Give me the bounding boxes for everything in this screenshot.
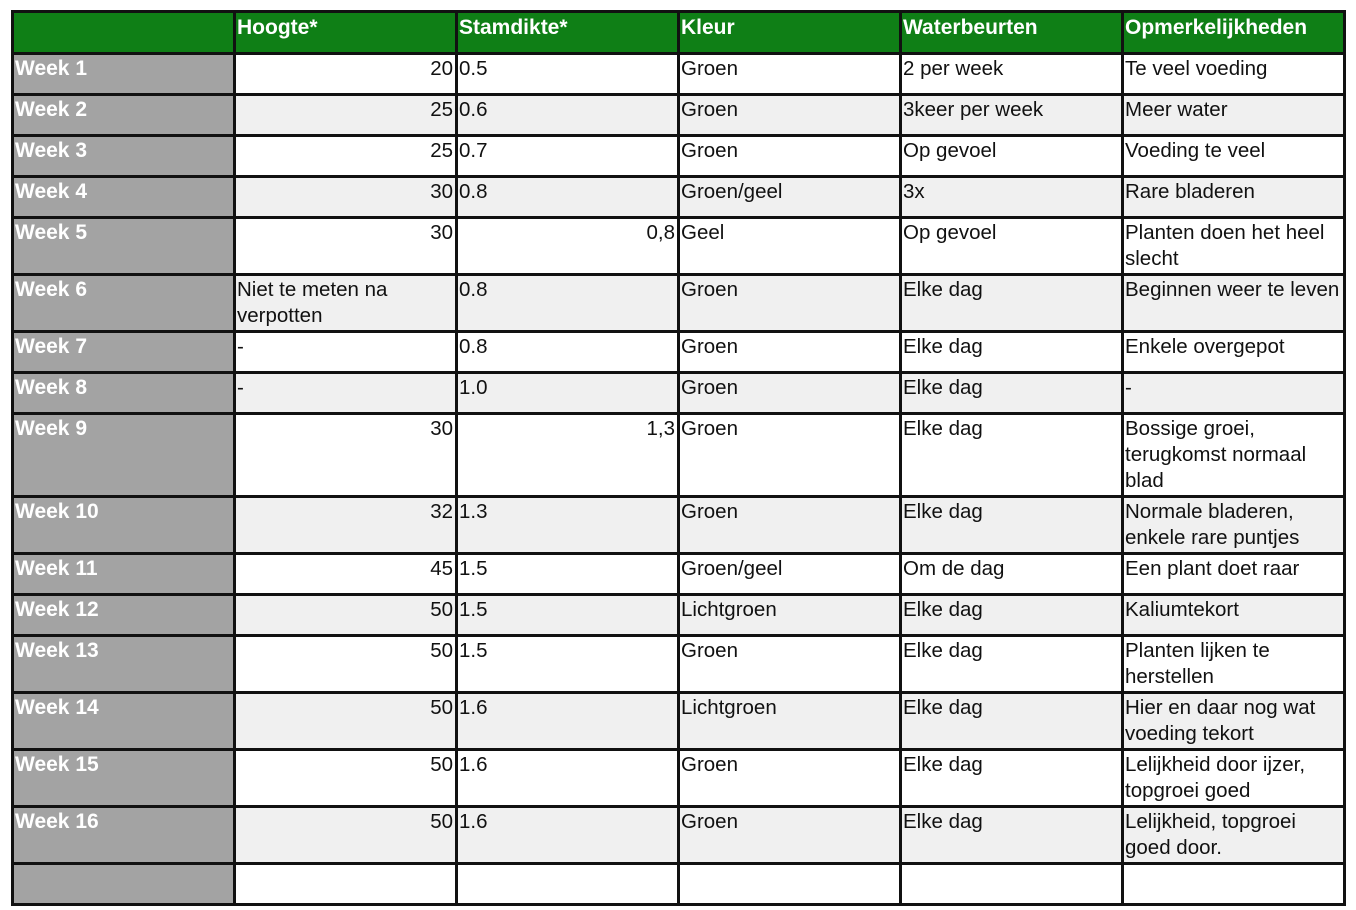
kleur-cell[interactable]: Lichtgroen <box>679 595 901 636</box>
table-row <box>13 136 1345 177</box>
waterbeurten-cell[interactable]: 2 per week <box>901 54 1123 95</box>
opmerkelijkheden-cell[interactable]: Normale bladeren, enkele rare puntjes <box>1123 497 1345 554</box>
opmerkelijkheden-cell[interactable]: Hier en daar nog wat voeding tekort <box>1123 693 1345 750</box>
kleur-cell[interactable]: Groen <box>679 54 901 95</box>
kleur-cell[interactable]: Groen <box>679 497 901 554</box>
week-cell[interactable]: Week 5 <box>13 218 235 275</box>
table-row <box>13 750 1345 807</box>
waterbeurten-cell[interactable]: Elke dag <box>901 595 1123 636</box>
hoogte-cell[interactable]: 45 <box>235 554 457 595</box>
week-cell[interactable]: Week 4 <box>13 177 235 218</box>
stamdikte-cell[interactable]: 1.5 <box>457 554 679 595</box>
week-cell[interactable]: Week 8 <box>13 373 235 414</box>
stamdikte-cell[interactable]: 1.6 <box>457 750 679 807</box>
opmerkelijkheden-cell[interactable]: Beginnen weer te leven <box>1123 275 1345 332</box>
waterbeurten-cell[interactable]: Elke dag <box>901 414 1123 497</box>
waterbeurten-cell[interactable]: 3x <box>901 177 1123 218</box>
hoogte-cell[interactable]: 25 <box>235 95 457 136</box>
stamdikte-cell[interactable]: 0.7 <box>457 136 679 177</box>
stamdikte-cell[interactable]: 1.0 <box>457 373 679 414</box>
stamdikte-cell[interactable]: 0.6 <box>457 95 679 136</box>
kleur-cell[interactable]: Groen <box>679 332 901 373</box>
stamdikte-cell[interactable]: 1.5 <box>457 595 679 636</box>
week-cell[interactable]: Week 11 <box>13 554 235 595</box>
hoogte-cell[interactable]: 50 <box>235 693 457 750</box>
hoogte-cell[interactable]: 30 <box>235 177 457 218</box>
opmerkelijkheden-cell[interactable]: Lelijkheid, topgroei goed door. <box>1123 807 1345 864</box>
table-row <box>13 414 1345 497</box>
stamdikte-cell[interactable] <box>457 864 679 905</box>
table-row <box>13 332 1345 373</box>
opmerkelijkheden-cell[interactable]: Lelijkheid door ijzer, topgroei goed <box>1123 750 1345 807</box>
table-row <box>13 54 1345 95</box>
kleur-cell[interactable]: Geel <box>679 218 901 275</box>
hoogte-cell[interactable]: 50 <box>235 636 457 693</box>
table-row <box>13 373 1345 414</box>
kleur-cell[interactable]: Groen <box>679 136 901 177</box>
table-row <box>13 595 1345 636</box>
stamdikte-cell[interactable]: 0.8 <box>457 177 679 218</box>
table-row <box>13 497 1345 554</box>
week-cell[interactable] <box>13 864 235 905</box>
hoogte-cell[interactable]: 50 <box>235 595 457 636</box>
table-row <box>13 554 1345 595</box>
kleur-cell[interactable]: Groen <box>679 95 901 136</box>
week-cell[interactable]: Week 10 <box>13 497 235 554</box>
header-cell-waterbeurten[interactable]: Waterbeurten <box>901 12 1123 54</box>
hoogte-cell[interactable]: 20 <box>235 54 457 95</box>
table-row <box>13 95 1345 136</box>
waterbeurten-cell[interactable]: 3keer per week <box>901 95 1123 136</box>
hoogte-cell[interactable]: - <box>235 332 457 373</box>
opmerkelijkheden-cell[interactable]: Kaliumtekort <box>1123 595 1345 636</box>
hoogte-cell[interactable]: 50 <box>235 807 457 864</box>
opmerkelijkheden-cell[interactable]: Rare bladeren <box>1123 177 1345 218</box>
hoogte-cell[interactable] <box>235 864 457 905</box>
stamdikte-cell[interactable]: 1,3 <box>457 414 679 497</box>
opmerkelijkheden-cell[interactable]: Enkele overgepot <box>1123 332 1345 373</box>
waterbeurten-cell[interactable]: Elke dag <box>901 332 1123 373</box>
waterbeurten-cell[interactable]: Elke dag <box>901 636 1123 693</box>
waterbeurten-cell[interactable]: Om de dag <box>901 554 1123 595</box>
hoogte-cell[interactable]: 50 <box>235 750 457 807</box>
hoogte-cell[interactable]: Niet te meten na verpotten <box>235 275 457 332</box>
waterbeurten-cell[interactable]: Op gevoel <box>901 218 1123 275</box>
week-cell[interactable]: Week 12 <box>13 595 235 636</box>
waterbeurten-cell[interactable]: Elke dag <box>901 373 1123 414</box>
header-cell-week[interactable] <box>13 12 235 54</box>
stamdikte-cell[interactable]: 0.8 <box>457 275 679 332</box>
opmerkelijkheden-cell[interactable]: Meer water <box>1123 95 1345 136</box>
stamdikte-cell[interactable]: 0.5 <box>457 54 679 95</box>
waterbeurten-cell[interactable]: Elke dag <box>901 693 1123 750</box>
header-cell-stamdikte[interactable]: Stamdikte* <box>457 12 679 54</box>
waterbeurten-cell[interactable]: Elke dag <box>901 275 1123 332</box>
hoogte-cell[interactable]: 25 <box>235 136 457 177</box>
opmerkelijkheden-cell[interactable]: Planten lijken te herstellen <box>1123 636 1345 693</box>
hoogte-cell[interactable]: 30 <box>235 218 457 275</box>
stamdikte-cell[interactable]: 1.3 <box>457 497 679 554</box>
week-cell[interactable]: Week 6 <box>13 275 235 332</box>
table-row <box>13 177 1345 218</box>
hoogte-cell[interactable]: - <box>235 373 457 414</box>
waterbeurten-cell[interactable]: Elke dag <box>901 807 1123 864</box>
table-row <box>13 218 1345 275</box>
week-cell[interactable]: Week 1 <box>13 54 235 95</box>
kleur-cell[interactable]: Groen <box>679 636 901 693</box>
kleur-cell[interactable]: Groen/geel <box>679 177 901 218</box>
kleur-cell[interactable]: Groen/geel <box>679 554 901 595</box>
header-cell-opmerkelijkheden[interactable]: Opmerkelijkheden <box>1123 12 1345 54</box>
week-cell[interactable]: Week 9 <box>13 414 235 497</box>
week-cell[interactable]: Week 13 <box>13 636 235 693</box>
opmerkelijkheden-cell[interactable]: Een plant doet raar <box>1123 554 1345 595</box>
opmerkelijkheden-cell[interactable]: Planten doen het heel slecht <box>1123 218 1345 275</box>
kleur-cell[interactable]: Groen <box>679 750 901 807</box>
table-row <box>13 636 1345 693</box>
waterbeurten-cell[interactable]: Elke dag <box>901 750 1123 807</box>
kleur-cell[interactable]: Groen <box>679 807 901 864</box>
stamdikte-cell[interactable]: 0,8 <box>457 218 679 275</box>
week-cell[interactable]: Week 14 <box>13 693 235 750</box>
header-cell-kleur[interactable]: Kleur <box>679 12 901 54</box>
stamdikte-cell[interactable]: 1.6 <box>457 807 679 864</box>
header-cell-hoogte[interactable]: Hoogte* <box>235 12 457 54</box>
header-row <box>13 12 1345 54</box>
table-row <box>13 693 1345 750</box>
opmerkelijkheden-cell[interactable]: Voeding te veel <box>1123 136 1345 177</box>
opmerkelijkheden-cell[interactable]: Te veel voeding <box>1123 54 1345 95</box>
opmerkelijkheden-cell[interactable]: - <box>1123 373 1345 414</box>
hoogte-cell[interactable]: 30 <box>235 414 457 497</box>
kleur-cell[interactable]: Groen <box>679 373 901 414</box>
week-cell[interactable]: Week 15 <box>13 750 235 807</box>
kleur-cell[interactable]: Groen <box>679 414 901 497</box>
waterbeurten-cell[interactable]: Op gevoel <box>901 136 1123 177</box>
week-cell[interactable]: Week 7 <box>13 332 235 373</box>
stamdikte-cell[interactable]: 1.5 <box>457 636 679 693</box>
plant-growth-table <box>11 10 1346 906</box>
opmerkelijkheden-cell[interactable] <box>1123 864 1345 905</box>
table-row <box>13 275 1345 332</box>
kleur-cell[interactable] <box>679 864 901 905</box>
kleur-cell[interactable]: Lichtgroen <box>679 693 901 750</box>
table-row <box>13 807 1345 864</box>
waterbeurten-cell[interactable]: Elke dag <box>901 497 1123 554</box>
waterbeurten-cell[interactable] <box>901 864 1123 905</box>
stamdikte-cell[interactable]: 0.8 <box>457 332 679 373</box>
stamdikte-cell[interactable]: 1.6 <box>457 693 679 750</box>
week-cell[interactable]: Week 3 <box>13 136 235 177</box>
opmerkelijkheden-cell[interactable]: Bossige groei, terugkomst normaal blad <box>1123 414 1345 497</box>
table-row <box>13 864 1345 905</box>
hoogte-cell[interactable]: 32 <box>235 497 457 554</box>
week-cell[interactable]: Week 16 <box>13 807 235 864</box>
week-cell[interactable]: Week 2 <box>13 95 235 136</box>
kleur-cell[interactable]: Groen <box>679 275 901 332</box>
